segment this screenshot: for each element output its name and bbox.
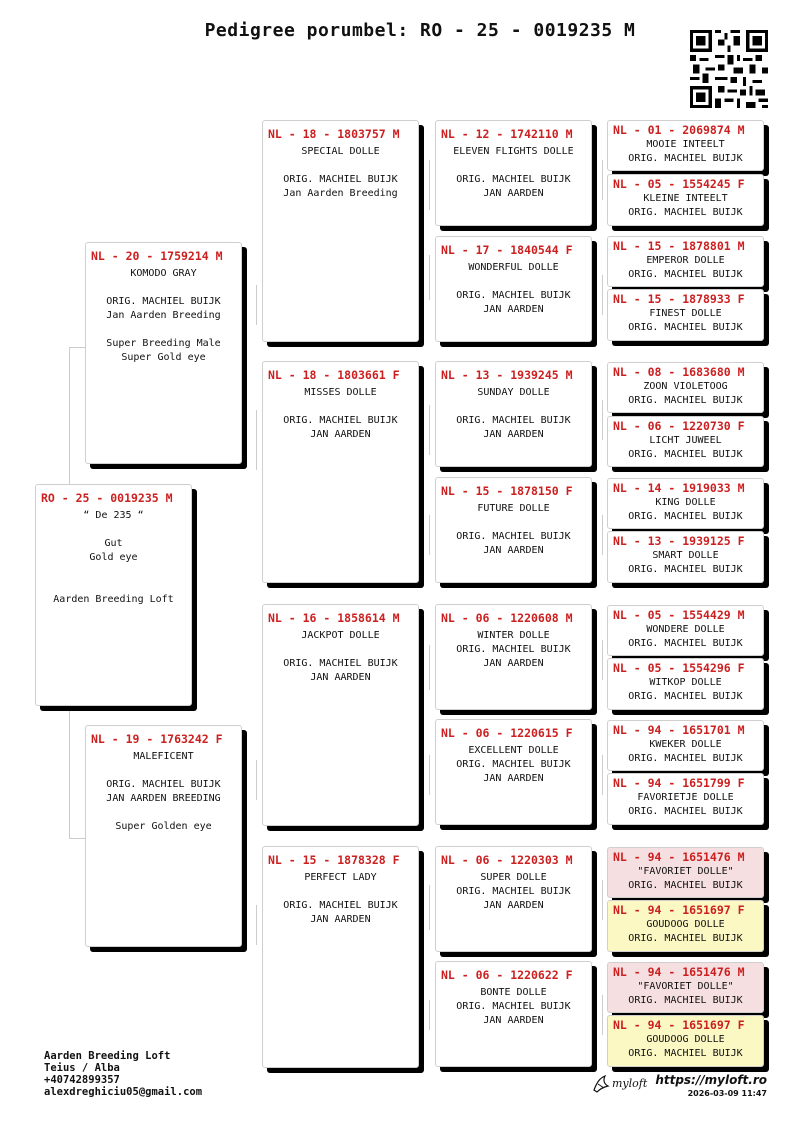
card-info bbox=[436, 625, 591, 671]
card-line: ELEVEN FLIGHTS DOLLE bbox=[453, 146, 574, 157]
location: Teius / Alba bbox=[44, 1062, 120, 1074]
connector bbox=[602, 995, 603, 1035]
card-line: ORIG. MACHIEL BUIJK bbox=[456, 531, 571, 542]
great-grandparent-card[interactable] bbox=[435, 361, 592, 467]
card-line: JAN AARDEN bbox=[310, 672, 371, 683]
card-line: MISSES DOLLE bbox=[304, 387, 377, 398]
card-line: FUTURE DOLLE bbox=[477, 503, 550, 514]
ring-number: NL - 01 - 2069874 M bbox=[613, 123, 745, 137]
connector bbox=[429, 755, 430, 795]
ring-number: NL - 94 - 1651476 M bbox=[613, 850, 745, 864]
card-info bbox=[608, 1032, 763, 1061]
ring-number: NL - 13 - 1939245 M bbox=[441, 368, 573, 382]
card-info bbox=[263, 867, 418, 927]
ancestor-card[interactable] bbox=[607, 605, 764, 656]
ring-number: NL - 17 - 1840544 F bbox=[441, 243, 573, 257]
card-line bbox=[86, 806, 241, 820]
connector bbox=[256, 760, 257, 800]
brand-block bbox=[592, 1070, 767, 1102]
grandparent-card[interactable] bbox=[262, 361, 419, 583]
card-line: KING DOLLE bbox=[655, 497, 716, 508]
card-line: ORIG. MACHIEL BUIJK bbox=[456, 759, 571, 770]
connector bbox=[256, 905, 257, 945]
card-line: ORIG. MACHIEL BUIJK bbox=[628, 1048, 743, 1059]
ring-number: NL - 14 - 1919033 M bbox=[613, 481, 745, 495]
ring-number: NL - 94 - 1651697 F bbox=[613, 1018, 745, 1032]
connector bbox=[429, 645, 430, 690]
card-line: EMPEROR DOLLE bbox=[646, 255, 725, 266]
ancestor-card[interactable] bbox=[607, 120, 764, 171]
card-line: ORIG. MACHIEL BUIJK bbox=[283, 174, 398, 185]
card-line bbox=[436, 516, 591, 530]
card-line: ORIG. MACHIEL BUIJK bbox=[628, 933, 743, 944]
card-line: WITKOP DOLLE bbox=[649, 677, 722, 688]
card-line: WONDERFUL DOLLE bbox=[468, 262, 559, 273]
card-line: WONDERE DOLLE bbox=[646, 624, 725, 635]
card-line: "FAVORIET DOLLE" bbox=[637, 866, 734, 877]
card-line: Super Golden eye bbox=[115, 821, 212, 832]
card-info bbox=[436, 740, 591, 786]
card-line: ORIG. MACHIEL BUIJK bbox=[628, 395, 743, 406]
card-line bbox=[36, 579, 191, 593]
card-line: Super Breeding Male bbox=[106, 338, 221, 349]
card-info bbox=[608, 548, 763, 577]
card-line: MALEFICENT bbox=[133, 751, 194, 762]
card-line: KLEINE INTEELT bbox=[643, 193, 728, 204]
card-info bbox=[608, 306, 763, 335]
generated-date: 2026-03-09 11:47 bbox=[687, 1089, 767, 1098]
card-info bbox=[608, 737, 763, 766]
card-line: ORIG. MACHIEL BUIJK bbox=[456, 1001, 571, 1012]
card-line: ORIG. MACHIEL BUIJK bbox=[283, 415, 398, 426]
card-line: ORIG. MACHIEL BUIJK bbox=[628, 880, 743, 891]
card-line: ORIG. MACHIEL BUIJK bbox=[628, 806, 743, 817]
card-line: MOOIE INTEELT bbox=[646, 139, 725, 150]
grandparent-card[interactable] bbox=[262, 120, 419, 342]
ring-number: NL - 15 - 1878801 M bbox=[613, 239, 745, 253]
great-grandparent-card[interactable] bbox=[435, 846, 592, 952]
card-info bbox=[608, 191, 763, 220]
connector bbox=[256, 410, 257, 470]
card-line: JAN AARDEN bbox=[483, 658, 544, 669]
card-line: SUNDAY DOLLE bbox=[477, 387, 550, 398]
card-info bbox=[608, 917, 763, 946]
ancestor-card[interactable] bbox=[607, 720, 764, 771]
card-line: ORIG. MACHIEL BUIJK bbox=[456, 290, 571, 301]
ancestor-card[interactable] bbox=[607, 236, 764, 287]
card-info bbox=[436, 257, 591, 317]
card-line bbox=[436, 159, 591, 173]
sire-card[interactable] bbox=[85, 242, 242, 464]
card-line: Jan Aarden Breeding bbox=[283, 188, 398, 199]
card-line: PERFECT LADY bbox=[304, 872, 377, 883]
card-line: ORIG. MACHIEL BUIJK bbox=[628, 753, 743, 764]
card-info bbox=[436, 867, 591, 913]
connector bbox=[429, 885, 430, 930]
card-line: ORIG. MACHIEL BUIJK bbox=[628, 322, 743, 333]
card-info bbox=[86, 263, 241, 365]
page-title: Pedigree porumbel: RO - 25 - 0019235 M bbox=[204, 20, 636, 41]
card-line: JAN AARDEN bbox=[483, 545, 544, 556]
myloft-logo-icon bbox=[592, 1072, 662, 1094]
card-line: SPECIAL DOLLE bbox=[301, 146, 380, 157]
card-line bbox=[86, 323, 241, 337]
ancestor-card[interactable] bbox=[607, 773, 764, 825]
card-line: GOUDOOG DOLLE bbox=[646, 1034, 725, 1045]
ancestor-card[interactable] bbox=[607, 478, 764, 529]
ring-number: NL - 15 - 1878933 F bbox=[613, 292, 745, 306]
card-info bbox=[86, 746, 241, 834]
card-line: Gold eye bbox=[89, 552, 138, 563]
connector bbox=[602, 880, 603, 920]
dam-card[interactable] bbox=[85, 725, 242, 947]
card-line: ORIG. MACHIEL BUIJK bbox=[628, 269, 743, 280]
card-line: LICHT JUWEEL bbox=[649, 435, 722, 446]
connector bbox=[429, 405, 430, 455]
card-info bbox=[263, 625, 418, 685]
card-line: KOMODO GRAY bbox=[130, 268, 197, 279]
card-line: FAVORIETJE DOLLE bbox=[637, 792, 734, 803]
card-line: JAN AARDEN bbox=[483, 1015, 544, 1026]
card-line: ORIG. MACHIEL BUIJK bbox=[456, 886, 571, 897]
great-grandparent-card[interactable] bbox=[435, 477, 592, 583]
connector bbox=[602, 515, 603, 555]
card-line bbox=[86, 281, 241, 295]
card-line: JAN AARDEN bbox=[483, 900, 544, 911]
card-line: ORIG. MACHIEL BUIJK bbox=[628, 995, 743, 1006]
connector bbox=[602, 275, 603, 315]
ring-number: NL - 20 - 1759214 M bbox=[91, 249, 223, 263]
card-line: ORIG. MACHIEL BUIJK bbox=[628, 691, 743, 702]
card-line: JAN AARDEN bbox=[310, 429, 371, 440]
grandparent-card[interactable] bbox=[262, 604, 419, 826]
ring-number: NL - 18 - 1803757 M bbox=[268, 127, 400, 141]
ancestor-card[interactable] bbox=[607, 1015, 764, 1067]
ancestor-card[interactable] bbox=[607, 962, 764, 1013]
card-line: KWEKER DOLLE bbox=[649, 739, 722, 750]
card-info bbox=[608, 433, 763, 462]
ring-number: NL - 06 - 1220730 F bbox=[613, 419, 745, 433]
phone: +40742899357 bbox=[44, 1074, 120, 1086]
card-info bbox=[608, 137, 763, 166]
card-line bbox=[263, 400, 418, 414]
card-info bbox=[608, 622, 763, 651]
connector bbox=[429, 515, 430, 555]
card-info bbox=[608, 253, 763, 282]
card-info bbox=[436, 982, 591, 1028]
connector bbox=[602, 160, 603, 200]
ring-number: NL - 94 - 1651476 M bbox=[613, 965, 745, 979]
ring-number: NL - 16 - 1858614 M bbox=[268, 611, 400, 625]
ring-number: NL - 06 - 1220303 M bbox=[441, 853, 573, 867]
connector bbox=[69, 705, 70, 838]
card-line: ORIG. MACHIEL BUIJK bbox=[628, 638, 743, 649]
connector bbox=[256, 285, 257, 325]
great-grandparent-card[interactable] bbox=[435, 719, 592, 825]
card-line: FINEST DOLLE bbox=[649, 308, 722, 319]
ring-number: NL - 15 - 1878328 F bbox=[268, 853, 400, 867]
ring-number: NL - 94 - 1651697 F bbox=[613, 903, 745, 917]
card-line bbox=[263, 643, 418, 657]
card-line: ORIG. MACHIEL BUIJK bbox=[456, 644, 571, 655]
ancestor-card[interactable] bbox=[607, 289, 764, 341]
ancestor-card[interactable] bbox=[607, 174, 764, 226]
card-info bbox=[436, 382, 591, 442]
website-link[interactable]: https://myloft.ro bbox=[655, 1073, 767, 1087]
ring-number: NL - 15 - 1878150 F bbox=[441, 484, 573, 498]
card-line: ORIG. MACHIEL BUIJK bbox=[628, 153, 743, 164]
ring-number: NL - 05 - 1554245 F bbox=[613, 177, 745, 191]
card-info bbox=[436, 498, 591, 558]
card-info bbox=[36, 505, 191, 607]
card-line: Gut bbox=[104, 538, 123, 549]
card-line: Super Gold eye bbox=[121, 352, 206, 363]
connector bbox=[602, 640, 603, 680]
card-info bbox=[608, 495, 763, 524]
card-line: EXCELLENT DOLLE bbox=[468, 745, 559, 756]
ring-number: NL - 05 - 1554296 F bbox=[613, 661, 745, 675]
card-line: GOUDOOG DOLLE bbox=[646, 919, 725, 930]
ring-number: NL - 06 - 1220608 M bbox=[441, 611, 573, 625]
ancestor-card[interactable] bbox=[607, 531, 764, 583]
card-line: JACKPOT DOLLE bbox=[301, 630, 380, 641]
card-line: ORIG. MACHIEL BUIJK bbox=[106, 296, 221, 307]
card-line: “ De 235 “ bbox=[83, 510, 144, 521]
card-line: SMART DOLLE bbox=[652, 550, 719, 561]
ring-number: NL - 13 - 1939125 F bbox=[613, 534, 745, 548]
card-line: "FAVORIET DOLLE" bbox=[637, 981, 734, 992]
card-line: ORIG. MACHIEL BUIJK bbox=[628, 207, 743, 218]
card-line bbox=[436, 400, 591, 414]
grandparent-card[interactable] bbox=[262, 846, 419, 1068]
ancestor-card[interactable] bbox=[607, 900, 764, 952]
qr-code-icon bbox=[690, 30, 768, 108]
card-info bbox=[436, 141, 591, 201]
ancestor-card[interactable] bbox=[607, 658, 764, 710]
ancestor-card[interactable] bbox=[607, 416, 764, 467]
card-line: BONTE DOLLE bbox=[480, 987, 547, 998]
ring-number: NL - 94 - 1651701 M bbox=[613, 723, 745, 737]
loft-name: Aarden Breeding Loft bbox=[44, 1050, 171, 1062]
ring-number: NL - 05 - 1554429 M bbox=[613, 608, 745, 622]
card-line bbox=[86, 764, 241, 778]
logo-text: myloft bbox=[612, 1077, 648, 1090]
card-line bbox=[263, 885, 418, 899]
ring-number: RO - 25 - 0019235 M bbox=[41, 491, 173, 505]
card-line: JAN AARDEN bbox=[483, 304, 544, 315]
great-grandparent-card[interactable] bbox=[435, 120, 592, 226]
card-line: ORIG. MACHIEL BUIJK bbox=[283, 900, 398, 911]
card-line: ORIG. MACHIEL BUIJK bbox=[628, 564, 743, 575]
card-line bbox=[263, 159, 418, 173]
card-info bbox=[263, 382, 418, 442]
email[interactable]: alexdreghiciu05@gmail.com bbox=[44, 1086, 203, 1098]
card-line: ORIG. MACHIEL BUIJK bbox=[283, 658, 398, 669]
ring-number: NL - 94 - 1651799 F bbox=[613, 776, 745, 790]
ring-number: NL - 08 - 1683680 M bbox=[613, 365, 745, 379]
card-line: ORIG. MACHIEL BUIJK bbox=[456, 415, 571, 426]
card-line: JAN AARDEN bbox=[310, 914, 371, 925]
card-line bbox=[36, 523, 191, 537]
card-line: ORIG. MACHIEL BUIJK bbox=[106, 779, 221, 790]
card-line: JAN AARDEN bbox=[483, 773, 544, 784]
card-line: ZOON VIOLETOOG bbox=[643, 381, 728, 392]
card-line bbox=[36, 565, 191, 579]
connector bbox=[602, 400, 603, 440]
ring-number: NL - 12 - 1742110 M bbox=[441, 127, 573, 141]
connector bbox=[602, 755, 603, 795]
card-line: Jan Aarden Breeding bbox=[106, 310, 221, 321]
card-line: JAN AARDEN BREEDING bbox=[106, 793, 221, 804]
card-info bbox=[608, 864, 763, 893]
connector bbox=[429, 1000, 430, 1030]
card-line: ORIG. MACHIEL BUIJK bbox=[628, 449, 743, 460]
great-grandparent-card[interactable] bbox=[435, 961, 592, 1067]
connector bbox=[69, 347, 70, 485]
card-info bbox=[608, 790, 763, 819]
subject-card[interactable] bbox=[35, 484, 192, 706]
owner-contact bbox=[44, 1050, 202, 1098]
ring-number: NL - 06 - 1220622 F bbox=[441, 968, 573, 982]
ancestor-card[interactable] bbox=[607, 362, 764, 413]
card-line: JAN AARDEN bbox=[483, 429, 544, 440]
card-line: SUPER DOLLE bbox=[480, 872, 547, 883]
card-info bbox=[608, 379, 763, 408]
card-line: ORIG. MACHIEL BUIJK bbox=[628, 511, 743, 522]
card-line: WINTER DOLLE bbox=[477, 630, 550, 641]
card-line: JAN AARDEN bbox=[483, 188, 544, 199]
ancestor-card[interactable] bbox=[607, 847, 764, 898]
ring-number: NL - 19 - 1763242 F bbox=[91, 732, 223, 746]
card-line: ORIG. MACHIEL BUIJK bbox=[456, 174, 571, 185]
connector bbox=[429, 160, 430, 210]
ring-number: NL - 06 - 1220615 F bbox=[441, 726, 573, 740]
card-info bbox=[608, 675, 763, 704]
card-line bbox=[436, 275, 591, 289]
card-info bbox=[263, 141, 418, 201]
connector bbox=[69, 838, 86, 839]
connector bbox=[429, 255, 430, 300]
great-grandparent-card[interactable] bbox=[435, 604, 592, 710]
great-grandparent-card[interactable] bbox=[435, 236, 592, 342]
ring-number: NL - 18 - 1803661 F bbox=[268, 368, 400, 382]
connector bbox=[69, 347, 86, 348]
card-line: Aarden Breeding Loft bbox=[53, 594, 174, 605]
card-info bbox=[608, 979, 763, 1008]
